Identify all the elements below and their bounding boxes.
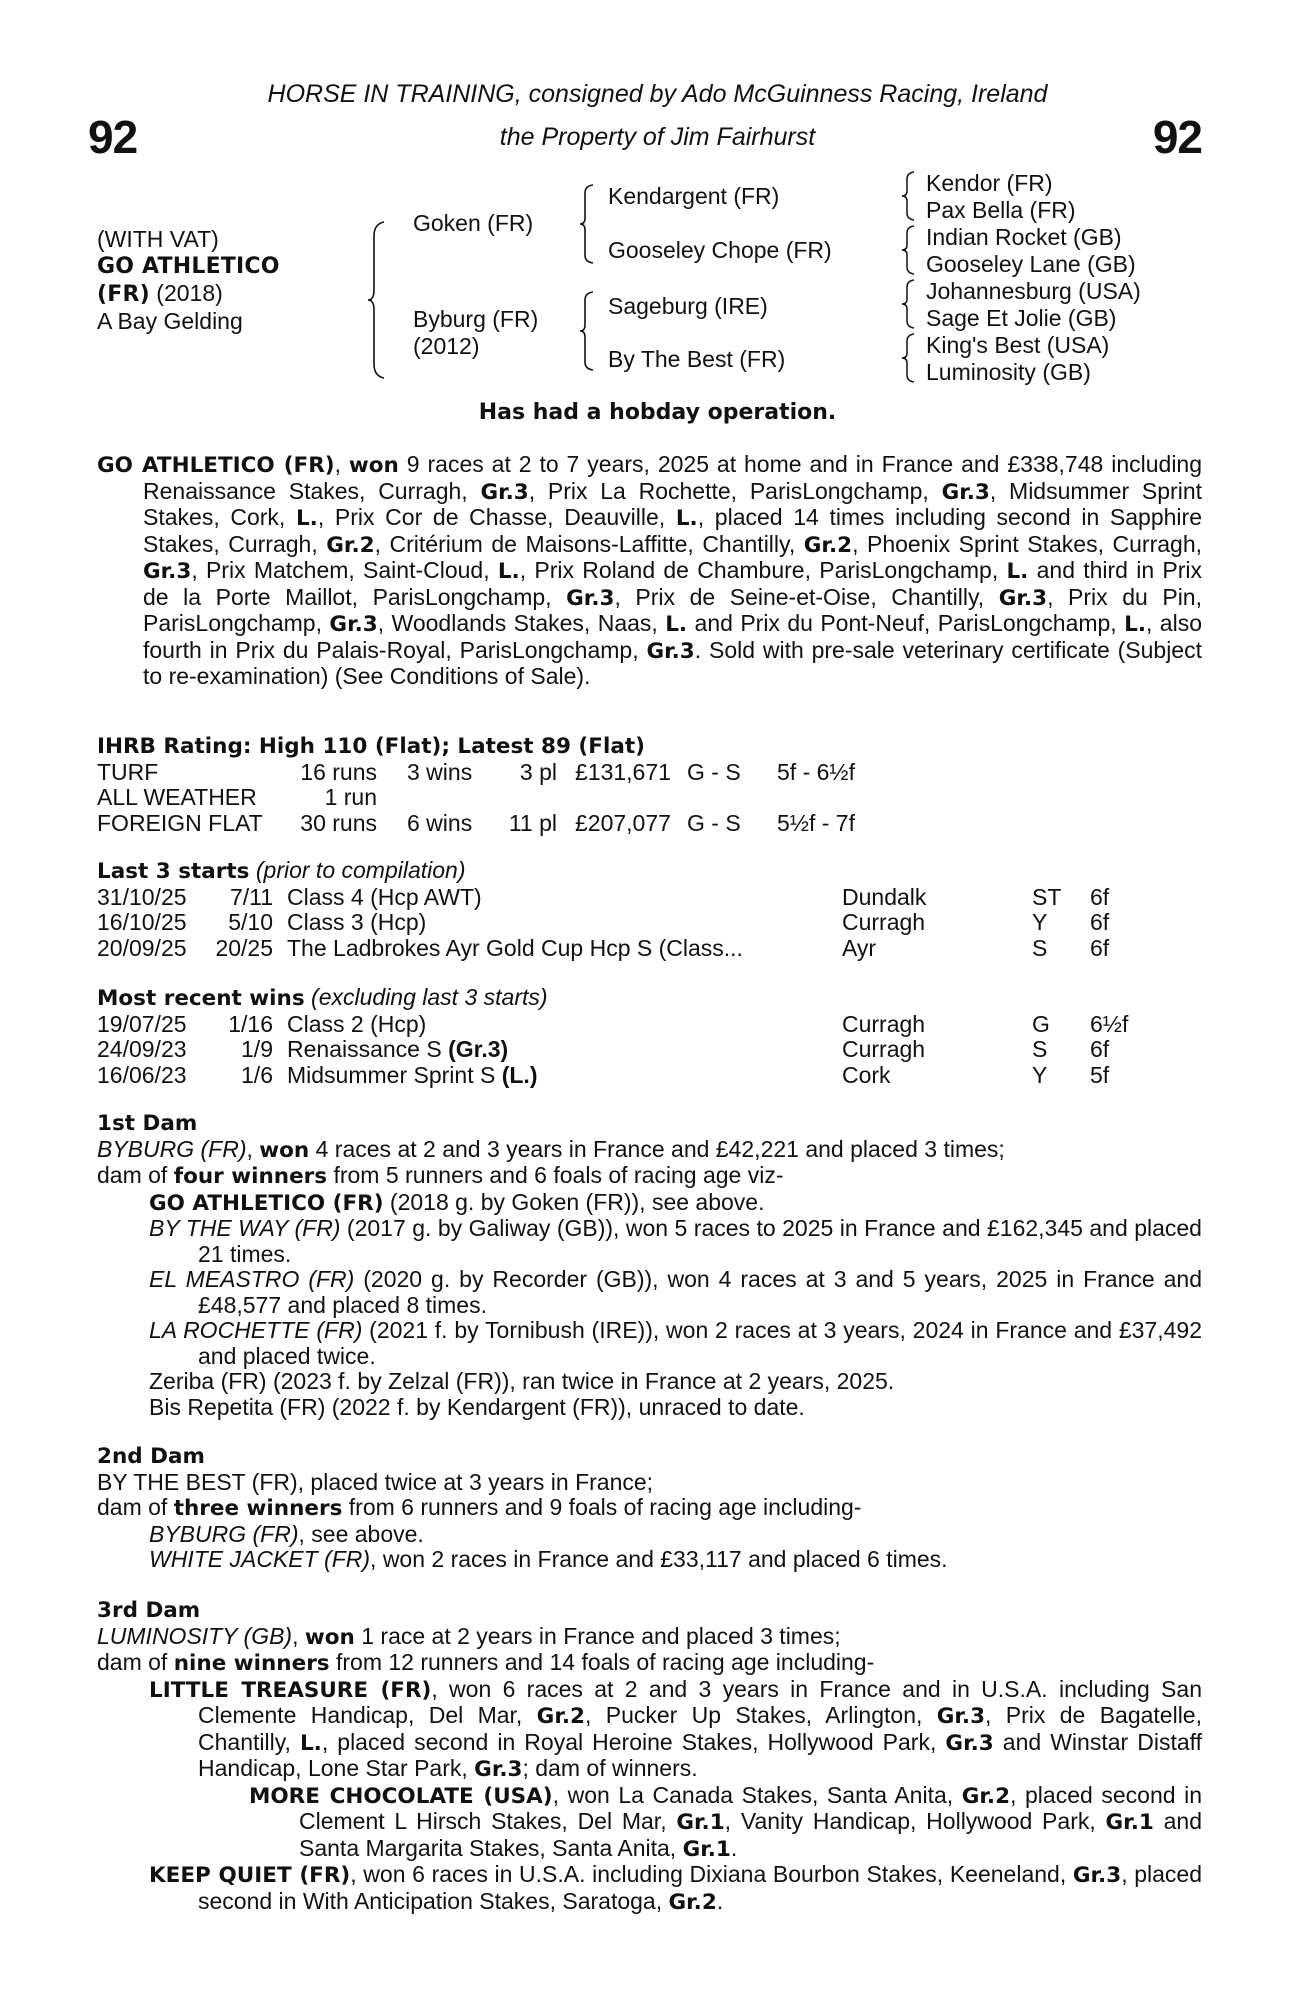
grade-label: Gr.2 [668,1889,717,1915]
second-dam-of-label: dam of [97,1494,174,1520]
rating-dist: 5½f - 7f [777,809,855,836]
progeny-item [97,1547,1202,1573]
start-course: Curragh [842,1036,926,1062]
start-date: 16/06/23 [97,1061,187,1088]
grade-label: L. [1124,612,1146,637]
summary-text [143,451,1202,689]
start-distance: 6f [1090,934,1110,961]
start-course: Curragh [842,1010,926,1037]
start-course: Cork [842,1061,891,1088]
progeny-record: , see above. [298,1520,424,1547]
text-run: , Pucker Up Stakes, Arlington, [584,1702,937,1728]
start-position: 1/6 [241,1061,273,1088]
progeny-record: (2017 g. by Galiway (GB)), won 5 races to 2025 in France and £162,345 and placed 21 times. [198,1215,1202,1267]
rating-type: FOREIGN FLAT [97,809,263,836]
grade-label: Gr.3 [936,1704,986,1729]
rating-runs: 1 run [324,784,377,810]
start-going: G [1032,1010,1050,1037]
first-dam-winners: four winners [173,1164,328,1189]
grade-label: L. [299,1730,322,1756]
race-grade: (L.) [501,1061,538,1088]
third-dam-title: 3rd Dam [97,1598,201,1623]
text-run: and Winstar Distaff Handicap, Lone Star Park, [198,1728,1202,1781]
second-dam-section [97,1444,1202,1573]
second-dam-record: BY THE BEST (FR), placed twice at 3 years in France; [97,1468,654,1495]
grade-label: L. [497,559,520,584]
rating-row [97,811,1202,837]
start-race [287,1012,426,1038]
sire-name: Goken (FR) [413,210,534,236]
text-run: , also fourth in Prix du Palais-Royal, ParisLongchamp, [143,610,1202,663]
rating-row [97,785,1202,811]
rating-section [97,734,1202,836]
text-run: , won 6 races in U.S.A. including Dixiana Bourbon Stakes, Keeneland, [350,1861,1073,1887]
start-going: S [1032,934,1048,961]
little-treasure-name: LITTLE TREASURE (FR) [149,1677,432,1703]
pedigree-brace-main [366,220,388,380]
progeny-record: (2022 f. by Kendargent (FR)), unraced to date. [325,1393,805,1420]
race-name: The Ladbrokes Ayr Gold Cup Hcp S (Class... [287,934,743,961]
rating-wins: 6 wins [407,809,473,836]
start-position: 1/16 [228,1010,273,1037]
start-distance: 5f [1090,1061,1110,1088]
dam-name: Byburg (FR) [413,306,539,332]
start-date: 24/09/23 [97,1036,187,1062]
rating-row [97,760,1202,786]
grandsire-dam: Sageburg (IRE) [608,293,768,319]
ggp-4: Gooseley Lane (GB) [926,251,1136,277]
recent-wins-section [97,985,1202,1088]
recent-win-row [97,1037,1202,1063]
race-name: Renaissance S [287,1036,449,1062]
progeny-item [97,1395,1202,1421]
progeny-name: BYBURG (FR) [149,1520,299,1547]
grade-label: Gr.2 [961,1783,1011,1809]
progeny-name: BY THE WAY (FR) [149,1215,341,1241]
rating-going: G - S [687,758,741,785]
start-course: Curragh [842,909,926,935]
third-dam-name: LUMINOSITY (GB) [97,1622,293,1649]
text-run: , won 6 races at 2 and 3 years in France and in U.S.A. including San Clemente Handicap, Del Mar, [198,1675,1202,1728]
text-run: , Prix de Seine-et-Oise, Chantilly, [614,583,999,610]
rating-runs: 30 runs [300,809,377,836]
pedigree-brace-dam [578,290,596,372]
start-going: S [1032,1036,1048,1062]
progeny-item [97,1216,1202,1267]
start-race [287,910,426,936]
text-run: and Santa Margarita Stakes, Santa Anita, [299,1808,1202,1861]
last-starts-section [97,858,1202,961]
first-dam-record: 4 races at 2 and 3 years in France and £42,221 and placed 3 times; [309,1135,1005,1162]
horse-year: (2018) [156,280,223,306]
start-race [287,936,743,962]
grade-label: Gr.3 [998,585,1048,611]
ggp-8: Luminosity (GB) [926,359,1091,385]
pedigree-brace-gg3 [900,278,916,330]
ggp-5: Johannesburg (USA) [926,278,1141,304]
text-run: , Prix de Bagatelle, Chantilly, [198,1702,1202,1755]
start-date: 19/07/25 [97,1010,187,1037]
ggp-2: Pax Bella (FR) [926,197,1076,223]
progeny-name: Bis Repetita (FR) [149,1393,326,1420]
ggp-1: Kendor (FR) [926,170,1053,196]
last-starts-title: Last 3 starts [97,859,250,884]
second-dam-progeny-summary: from 6 runners and 9 foals of racing age including- [342,1494,862,1520]
grade-label: Gr.2 [803,532,853,558]
lot-number-right: 92 [1152,111,1202,163]
grade-label: Gr.3 [566,585,615,611]
text-run: , Woodlands Stakes, Naas, [377,610,666,636]
race-name: Midsummer Sprint S [287,1061,502,1088]
start-course: Dundalk [842,883,927,910]
recent-wins-subtitle: (excluding last 3 starts) [311,984,548,1010]
third-dam-progeny-summary: from 12 runners and 14 foals of racing age including- [329,1649,875,1675]
progeny-record: , won 2 races in France and £33,117 and placed 6 times. [370,1546,948,1572]
first-dam-progeny-summary: from 5 runners and 6 foals of racing age viz- [327,1162,784,1188]
third-dam-section: 3rd Dam LUMINOSITY (GB), won 1 race at 2 years in France and placed 3 times; dam of nine winners from 12 runners and 14 foals of racing age including- LITTLE TREASURE (FR), won 6 races at 2 and 3 years in France and in U.S.A. including San Clemente Handicap, Del Mar, Gr.2, Pucker Up Stakes, Arlington, Gr.3, Prix de Bagatelle, Chantilly, L., placed second in Royal Heroine Stakes, Hollywood Park, Gr.3 and Winstar Distaff Handicap, Lone Star Park, Gr.3; dam of winners. MORE CHOCOLATE (USA), won La Canada Stakes, Santa Anita, Gr.2, placed second in Clement L Hirsch Stakes, Del Mar, Gr.1, Vanity Handicap, Hollywood Park, Gr.1 and Santa Margarita Stakes, Santa Anita, Gr.1. KEEP QUIET (FR), won 6 races in U.S.A. including Dixiana Bourbon Stakes, Keeneland, Gr.3, placed second in With Anticipation Stakes, Saratoga, Gr.2. [97,1598,1203,1915]
rating-type: TURF [97,758,159,785]
grade-label: Gr.2 [326,532,375,558]
start-date: 20/09/25 [97,934,187,961]
text-run: , Prix du Pin, ParisLongchamp, [143,583,1202,636]
rating-going: G - S [687,809,741,836]
grade-label: Gr.3 [329,612,378,637]
second-dam-title: 2nd Dam [97,1444,205,1469]
grade-label: Gr.1 [682,1836,731,1862]
text-run: , Prix Cor de Chasse, Deauville, [317,504,676,530]
progeny-item [97,1522,1202,1548]
lot-number-left: 92 [88,111,138,163]
rating-dist: 5f - 6½f [777,758,855,785]
start-position: 1/9 [241,1036,273,1062]
start-going: Y [1032,909,1048,935]
pedigree-brace-gg2 [900,224,916,276]
grade-label: Gr.1 [676,1810,725,1835]
start-distance: 6f [1090,883,1110,910]
progeny-little-treasure [97,1677,1202,1783]
text-run: . [730,1834,738,1861]
first-dam-won: won [259,1137,310,1163]
vat-label: (WITH VAT) [97,226,219,252]
rating-placed: 3 pl [519,758,557,785]
ggp-7: King's Best (USA) [926,332,1110,358]
progeny-item [97,1267,1202,1318]
great-grandparents [926,170,1141,386]
more-chocolate-name: MORE CHOCOLATE (USA) [249,1783,553,1809]
grade-label: Gr.3 [646,638,695,664]
start-position: 5/10 [228,909,273,935]
progeny-name: WHITE JACKET (FR) [149,1546,371,1572]
text-run: . [716,1887,724,1914]
rating-placed: 11 pl [508,809,557,836]
ggp-3: Indian Rocket (GB) [926,224,1122,250]
first-dam-title: 1st Dam [97,1111,198,1136]
race-name: Class 4 (Hcp AWT) [287,883,482,910]
keep-quiet-name: KEEP QUIET (FR) [149,1863,351,1888]
start-position: 20/25 [215,934,273,961]
grade-label: L. [295,506,318,531]
progeny-item [97,1190,1202,1217]
grade-label: Gr.1 [1105,1810,1154,1835]
first-dam-name: BYBURG (FR) [97,1135,247,1162]
text-run: , placed second in With Anticipation Stakes, Saratoga, [198,1861,1202,1914]
text-run: and third in Prix de la Porte Maillot, ParisLongchamp, [143,557,1202,610]
grade-label: Gr.3 [1072,1863,1122,1888]
recent-wins-title: Most recent wins [97,986,305,1011]
text-run: , Prix Matchem, Saint-Cloud, [191,557,498,583]
text-run: . Sold with pre-sale veterinary certificate (Subject to re-examination) (See Conditions of Sale). [143,636,1202,689]
grade-label: Gr.2 [536,1704,585,1729]
rating-runs: 16 runs [300,758,377,785]
text-run: and Prix du Pont-Neuf, ParisLongchamp, [687,610,1125,636]
last-starts-subtitle: (prior to compilation) [255,857,466,883]
start-distance: 6f [1090,1036,1110,1062]
start-position: 7/11 [229,883,273,910]
start-date: 16/10/25 [97,909,187,935]
horse-name: GO ATHLETICO [97,254,280,279]
first-dam-of-label: dam of [97,1162,174,1188]
text-run: , placed second in Royal Heroine Stakes, Hollywood Park, [321,1728,946,1755]
race-summary: GO ATHLETICO (FR), won 9 races at 2 to 7 years, 2025 at home and in France and £338,748 including Renaissance Stakes, Curragh, Gr.3, Prix La Rochette, ParisLongchamp, Gr.3, Midsummer Sprint Stakes, Cork, L., Prix Cor de Chasse, Deauville, L., placed 14 times including second in Sapphire Stakes, Curragh, Gr.2, Critérium de Maisons-Laffitte, Chantilly, Gr.2, Phoenix Sprint Stakes, Curragh, Gr.3, Prix Matchem, Saint-Cloud, L., Prix Roland de Chambure, ParisLongchamp, L. and third in Prix de la Porte Maillot, ParisLongchamp, Gr.3, Prix de Seine-et-Oise, Chantilly, Gr.3, Prix du Pin, ParisLongchamp, Gr.3, Woodlands Stakes, Naas, L. and Prix du Pont-Neuf, ParisLongchamp, L., also fourth in Prix du Palais-Royal, ParisLongchamp, Gr.3. Sold with pre-sale veterinary certificate (Subject to re-examination) (See Conditions of Sale). [97,451,1203,689]
dam-year: (2012) [413,333,480,359]
recent-win-row [97,1012,1202,1038]
text-run: , Critérium de Maisons-Laffitte, Chantilly, [374,530,804,557]
start-race [287,1063,537,1089]
progeny-record: (2021 f. by Tornibush (IRE)), won 2 races at 3 years, 2024 in France and £37,492 and placed twice. [198,1317,1203,1369]
grade-label: L. [665,612,688,637]
text-run: , Prix Roland de Chambure, ParisLongchamp, [519,557,1007,583]
grade-label: L. [1006,559,1029,584]
third-dam-winners: nine winners [173,1651,330,1676]
second-dam-winners: three winners [173,1496,343,1521]
progeny-item [97,1369,1202,1395]
start-course: Ayr [842,934,877,961]
start-race [287,885,482,911]
grade-label: Gr.3 [945,1730,994,1756]
grade-label: Gr.3 [474,1757,523,1782]
granddam-dam: By The Best (FR) [608,346,786,372]
start-going: Y [1032,1061,1048,1088]
text-run: , Prix La Rochette, ParisLongchamp, [528,477,942,504]
progeny-more-chocolate [97,1783,1202,1863]
rating-title: IHRB Rating: High 110 (Flat); Latest 89 (Flat) [97,734,645,759]
pedigree-brace-gg1 [900,170,916,222]
rating-prize: £131,671 [575,758,671,785]
summary-won: won [348,453,399,478]
third-dam-won: won [304,1624,355,1650]
text-run: , Vanity Handicap, Hollywood Park, [724,1808,1106,1834]
horse-country: (FR) [97,282,150,307]
grade-label: Gr.3 [480,479,529,505]
third-dam-of-label: dam of [97,1649,174,1675]
start-race [287,1037,508,1063]
progeny-item [97,1318,1202,1369]
start-going: ST [1032,883,1062,910]
pedigree-brace-gg4 [900,332,916,384]
race-grade: (Gr.3) [448,1036,509,1062]
progeny-record: (2020 g. by Recorder (GB)), won 4 races at 3 and 5 years, 2025 in France and £48,577 and placed 8 times. [198,1266,1202,1318]
race-name: Class 2 (Hcp) [287,1010,427,1037]
progeny-record: (2018 g. by Goken (FR)), see above. [383,1188,765,1215]
ggp-6: Sage Et Jolie (GB) [926,305,1117,331]
text-run: , Phoenix Sprint Stakes, Curragh, [852,530,1203,557]
rating-type: ALL WEATHER [97,784,257,810]
text-run: , won La Canada Stakes, Santa Anita, [552,1781,962,1808]
horse-identity [97,226,280,335]
granddam-sire: Gooseley Chope (FR) [608,237,832,263]
grade-label: Gr.3 [941,479,990,505]
pedigree-brace-sire [578,183,596,265]
last-start-row [97,936,1202,962]
horse-description: A Bay Gelding [97,308,243,334]
grade-label: L. [675,506,698,531]
third-dam-record: 1 race at 2 years in France and placed 3 times; [354,1622,841,1649]
consignor-line: HORSE IN TRAINING, consigned by Ado McGuinness Racing, Ireland [267,80,1048,108]
text-run: 9 races at 2 to 7 years, 2025 at home and in France and £338,748 including Renaissance Stakes, Curragh, [143,451,1203,504]
progeny-name: Zeriba (FR) [149,1368,267,1394]
last-start-row [97,885,1202,911]
recent-win-row [97,1063,1202,1089]
last-start-row [97,910,1202,936]
rating-prize: £207,077 [575,809,671,836]
hobday-note: Has had a hobday operation. [478,400,837,425]
start-distance: 6f [1090,909,1110,935]
start-date: 31/10/25 [97,883,187,910]
grandsire-sire: Kendargent (FR) [608,183,780,209]
text-run: , Midsummer Sprint Stakes, Cork, [143,477,1203,530]
progeny-record: (2023 f. by Zelzal (FR)), ran twice in France at 2 years, 2025. [266,1368,895,1394]
summary-horse-name: GO ATHLETICO (FR) [97,453,335,478]
text-run: ; dam of winners. [522,1755,698,1781]
progeny-name: LA ROCHETTE (FR) [149,1317,363,1343]
progeny-keep-quiet [97,1862,1202,1915]
first-dam-section: 1st Dam BYBURG (FR), won 4 races at 2 and 3 years in France and £42,221 and placed 3 times; dam of four winners from 5 runners and 6 foals of racing age viz- GO ATHLETICO (FR) (2018 g. by Goken (FR)), see above. BY THE WAY (FR) (2017 g. by Galiway (GB)), won 5 races to 2025 in France and £162,345 and placed 21 times. EL MEASTRO (FR) (2020 g. by Recorder (GB)), won 4 races at 3 and 5 years, 2025 in France and £48,577 and placed 8 times. LA ROCHETTE (FR) (2021 f. by Tornibush (IRE)), won 2 races at 3 years, 2024 in France and £37,492 and placed twice. Zeriba (FR) (2023 f. by Zelzal (FR)), ran twice in France at 2 years, 2025. Bis Repetita (FR) (2022 f. by Kendargent (FR)), unraced to date. [97,1111,1203,1420]
property-line: the Property of Jim Fairhurst [499,123,816,151]
start-distance: 6½f [1090,1010,1129,1037]
text-run: , placed second in Clement L Hirsch Stakes, Del Mar, [299,1781,1203,1834]
grade-label: Gr.3 [143,559,192,584]
race-name: Class 3 (Hcp) [287,909,427,935]
rating-wins: 3 wins [407,758,473,785]
progeny-name: GO ATHLETICO (FR) [149,1190,384,1216]
progeny-name: EL MEASTRO (FR) [149,1266,355,1292]
text-run: , placed 14 times including second in Sapphire Stakes, Curragh, [143,504,1202,557]
